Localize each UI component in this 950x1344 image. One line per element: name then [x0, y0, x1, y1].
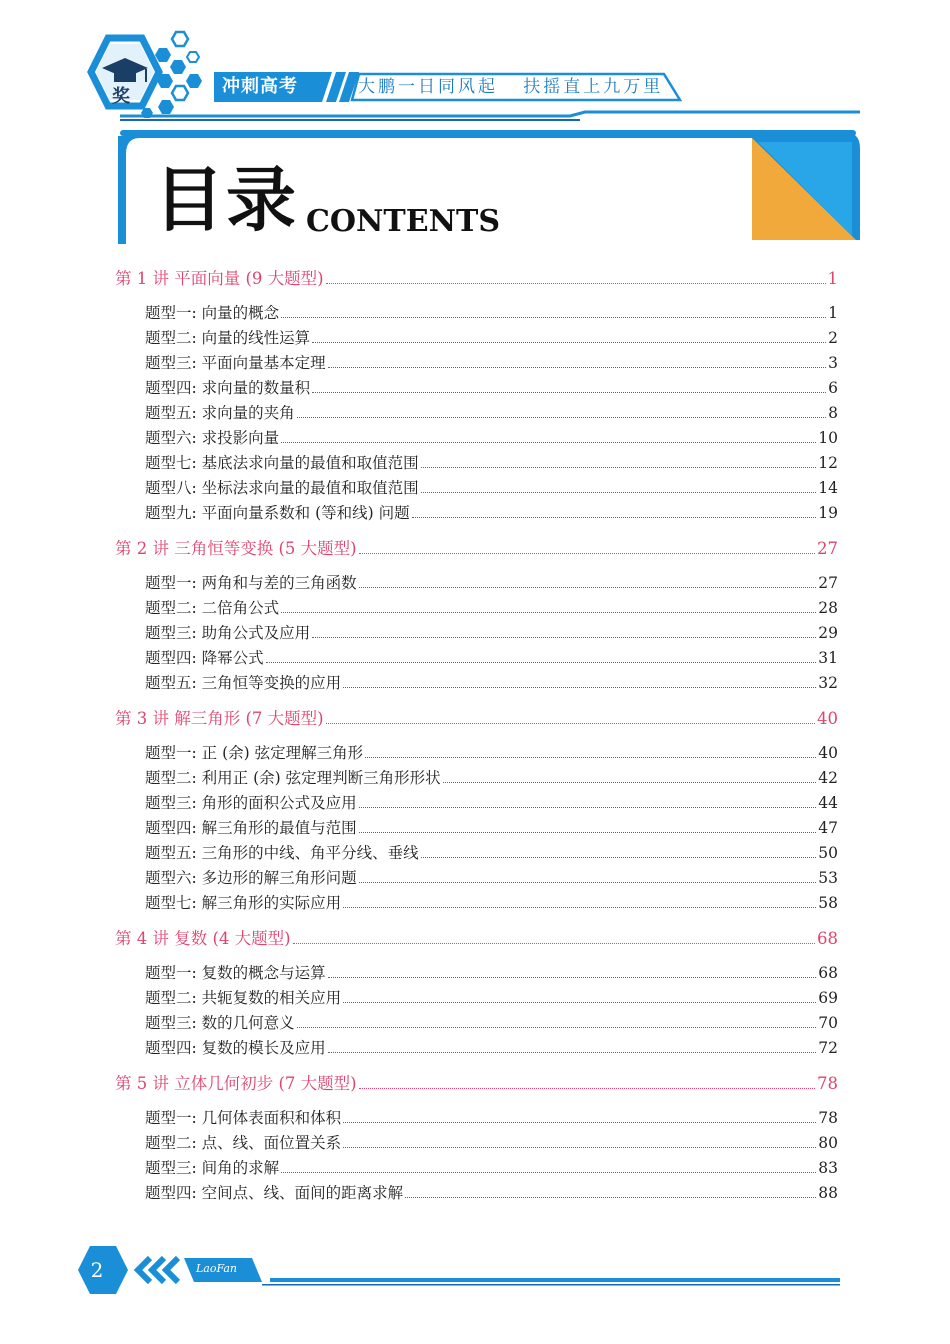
- toc-item-title: 题型五: 求向量的夹角: [145, 404, 295, 422]
- toc-page-number: 68: [817, 929, 838, 948]
- toc-page-number: 31: [818, 649, 838, 667]
- toc-chapter-5[interactable]: [115, 1073, 838, 1095]
- toc-chapter-1[interactable]: [115, 268, 838, 290]
- toc-item-title: 题型一: 几何体表面积和体积: [145, 1109, 342, 1127]
- page-title: 目录: [154, 159, 298, 241]
- toc-item[interactable]: [145, 622, 838, 644]
- toc-chapter-title: 第 1 讲 平面向量 (9 大题型): [115, 269, 324, 288]
- toc-item-title: 题型三: 助角公式及应用: [145, 624, 311, 642]
- toc-page-number: 80: [818, 1134, 838, 1152]
- toc-leader-dots: [312, 636, 816, 638]
- toc-item-title: 题型一: 向量的概念: [145, 304, 280, 322]
- page-subtitle: CONTENTS: [306, 204, 501, 239]
- toc-item[interactable]: [145, 1157, 838, 1179]
- header-divider: [120, 110, 860, 124]
- toc-leader-dots: [266, 661, 817, 663]
- toc-item-title: 题型三: 数的几何意义: [145, 1014, 295, 1032]
- toc-item[interactable]: [145, 987, 838, 1009]
- toc-item-title: 题型二: 利用正 (余) 弦定理判断三角形形状: [145, 769, 441, 787]
- toc-chapter-title: 第 3 讲 解三角形 (7 大题型): [115, 709, 324, 728]
- footer-brand: LaoFan: [196, 1262, 238, 1275]
- toc-leader-dots: [343, 686, 816, 688]
- toc-leader-dots: [343, 1121, 816, 1123]
- toc-page-number: 69: [818, 989, 838, 1007]
- toc-leader-dots: [312, 341, 826, 343]
- toc-item-title: 题型二: 点、线、面位置关系: [145, 1134, 342, 1152]
- toc-leader-dots: [359, 881, 817, 883]
- toc-leader-dots: [359, 586, 817, 588]
- toc-item-title: 题型九: 平面向量系数和 (等和线) 问题: [145, 504, 410, 522]
- toc-leader-dots: [312, 391, 826, 393]
- toc-page-number: 1: [828, 304, 838, 322]
- toc-leader-dots: [297, 1026, 817, 1028]
- toc-page-number: 78: [817, 1074, 838, 1093]
- toc-item[interactable]: [145, 572, 838, 594]
- toc-item[interactable]: [145, 767, 838, 789]
- toc-item[interactable]: [145, 302, 838, 324]
- toc-leader-dots: [343, 1146, 816, 1148]
- toc-leader-dots: [297, 416, 826, 418]
- toc-leader-dots: [326, 282, 826, 284]
- toc-item-title: 题型二: 向量的线性运算: [145, 329, 311, 347]
- toc-item-title: 题型一: 正 (余) 弦定理解三角形: [145, 744, 364, 762]
- toc-item-title: 题型三: 角形的面积公式及应用: [145, 794, 357, 812]
- toc-item[interactable]: [145, 377, 838, 399]
- toc-page-number: 27: [817, 539, 838, 558]
- toc-chapter-title: 第 5 讲 立体几何初步 (7 大题型): [115, 1074, 357, 1093]
- toc-leader-dots: [421, 466, 817, 468]
- toc-page-number: 8: [828, 404, 838, 422]
- toc-leader-dots: [293, 942, 815, 944]
- toc-item[interactable]: [145, 672, 838, 694]
- toc-page-number: 44: [818, 794, 838, 812]
- toc-leader-dots: [365, 756, 816, 758]
- toc-page-number: 19: [818, 504, 838, 522]
- toc-leader-dots: [281, 316, 826, 318]
- toc-item[interactable]: [145, 1132, 838, 1154]
- toc-item-title: 题型三: 平面向量基本定理: [145, 354, 326, 372]
- toc-page-number: 50: [818, 844, 838, 862]
- toc-page-number: 88: [818, 1184, 838, 1202]
- toc-item-title: 题型八: 坐标法求向量的最值和取值范围: [145, 479, 419, 497]
- toc-item-title: 题型七: 基底法求向量的最值和取值范围: [145, 454, 419, 472]
- toc-item[interactable]: [145, 892, 838, 914]
- toc-item[interactable]: [145, 867, 838, 889]
- toc-item-title: 题型四: 降幂公式: [145, 649, 264, 667]
- logo-char: 奖: [112, 86, 130, 107]
- toc-chapter-3[interactable]: [115, 708, 838, 730]
- toc-item-title: 题型二: 共轭复数的相关应用: [145, 989, 342, 1007]
- toc-page-number: 28: [818, 599, 838, 617]
- toc-page-number: 40: [818, 744, 838, 762]
- toc-page-number: 6: [828, 379, 838, 397]
- toc-page-number: 12: [818, 454, 838, 472]
- toc-item-title: 题型五: 三角形的中线、角平分线、垂线: [145, 844, 419, 862]
- toc-leader-dots: [281, 1171, 816, 1173]
- toc-item[interactable]: [145, 352, 838, 374]
- toc-leader-dots: [443, 781, 817, 783]
- toc-item[interactable]: [145, 427, 838, 449]
- toc-leader-dots: [281, 441, 816, 443]
- toc-page-number: 42: [818, 769, 838, 787]
- toc-item-title: 题型一: 复数的概念与运算: [145, 964, 326, 982]
- toc-item-title: 题型四: 空间点、线、面间的距离求解: [145, 1184, 404, 1202]
- toc-item[interactable]: [145, 597, 838, 619]
- toc-page-number: 14: [818, 479, 838, 497]
- toc-page-number: 29: [818, 624, 838, 642]
- toc-page-number: 10: [818, 429, 838, 447]
- toc-page-number: 32: [818, 674, 838, 692]
- toc-leader-dots: [359, 552, 815, 554]
- footer-decoration: [66, 1242, 846, 1298]
- toc-leader-dots: [328, 366, 826, 368]
- toc-leader-dots: [412, 516, 817, 518]
- toc-leader-dots: [421, 491, 817, 493]
- toc-chapter-title: 第 2 讲 三角恒等变换 (5 大题型): [115, 539, 357, 558]
- toc-page-number: 58: [818, 894, 838, 912]
- toc-item[interactable]: [145, 502, 838, 524]
- toc-leader-dots: [328, 1051, 817, 1053]
- toc-item[interactable]: [145, 1182, 838, 1204]
- page-number: 2: [90, 1258, 104, 1282]
- toc-item-title: 题型六: 多边形的解三角形问题: [145, 869, 357, 887]
- toc-item[interactable]: [145, 1107, 838, 1129]
- toc-chapter-2[interactable]: [115, 538, 838, 560]
- toc-item[interactable]: [145, 477, 838, 499]
- banner-slogan-left: 冲刺高考: [222, 76, 298, 97]
- toc-item[interactable]: [145, 842, 838, 864]
- toc-item[interactable]: [145, 742, 838, 764]
- toc-chapter-4[interactable]: [115, 928, 838, 950]
- toc-item[interactable]: [145, 792, 838, 814]
- toc-page-number: 83: [818, 1159, 838, 1177]
- toc-page-number: 47: [818, 819, 838, 837]
- toc-leader-dots: [421, 856, 817, 858]
- banner-slogan-right: 大鹏一日同风起 扶摇直上九万里: [358, 77, 664, 97]
- toc-page-number: 70: [818, 1014, 838, 1032]
- toc-item[interactable]: [145, 962, 838, 984]
- toc-leader-dots: [359, 806, 817, 808]
- toc-leader-dots: [343, 906, 816, 908]
- toc-item-title: 题型四: 复数的模长及应用: [145, 1039, 326, 1057]
- toc-item-title: 题型三: 间角的求解: [145, 1159, 280, 1177]
- toc-leader-dots: [328, 976, 817, 978]
- toc-page-number: 27: [818, 574, 838, 592]
- toc-item[interactable]: [145, 647, 838, 669]
- toc-item-title: 题型四: 求向量的数量积: [145, 379, 311, 397]
- toc-page-number: 2: [828, 329, 838, 347]
- toc-page-number: 68: [818, 964, 838, 982]
- toc-page-number: 78: [818, 1109, 838, 1127]
- toc-item-title: 题型六: 求投影向量: [145, 429, 280, 447]
- toc-page-number: 40: [817, 709, 838, 728]
- toc-item[interactable]: [145, 1037, 838, 1059]
- toc-page-number: 53: [818, 869, 838, 887]
- toc-leader-dots: [281, 611, 816, 613]
- toc-leader-dots: [359, 831, 817, 833]
- toc-item-title: 题型七: 解三角形的实际应用: [145, 894, 342, 912]
- toc-item[interactable]: [145, 1012, 838, 1034]
- toc-item-title: 题型二: 二倍角公式: [145, 599, 280, 617]
- toc-leader-dots: [326, 722, 815, 724]
- toc-item[interactable]: [145, 402, 838, 424]
- toc-page-number: 1: [827, 269, 838, 288]
- toc-leader-dots: [405, 1196, 816, 1198]
- toc-item-title: 题型四: 解三角形的最值与范围: [145, 819, 357, 837]
- toc-item-title: 题型五: 三角恒等变换的应用: [145, 674, 342, 692]
- toc-leader-dots: [359, 1087, 815, 1089]
- toc-leader-dots: [343, 1001, 816, 1003]
- toc-chapter-title: 第 4 讲 复数 (4 大题型): [115, 929, 291, 948]
- toc-item[interactable]: [145, 327, 838, 349]
- toc-page-number: 72: [818, 1039, 838, 1057]
- toc-item-title: 题型一: 两角和与差的三角函数: [145, 574, 357, 592]
- toc-item[interactable]: [145, 452, 838, 474]
- toc-page-number: 3: [828, 354, 838, 372]
- toc-item[interactable]: [145, 817, 838, 839]
